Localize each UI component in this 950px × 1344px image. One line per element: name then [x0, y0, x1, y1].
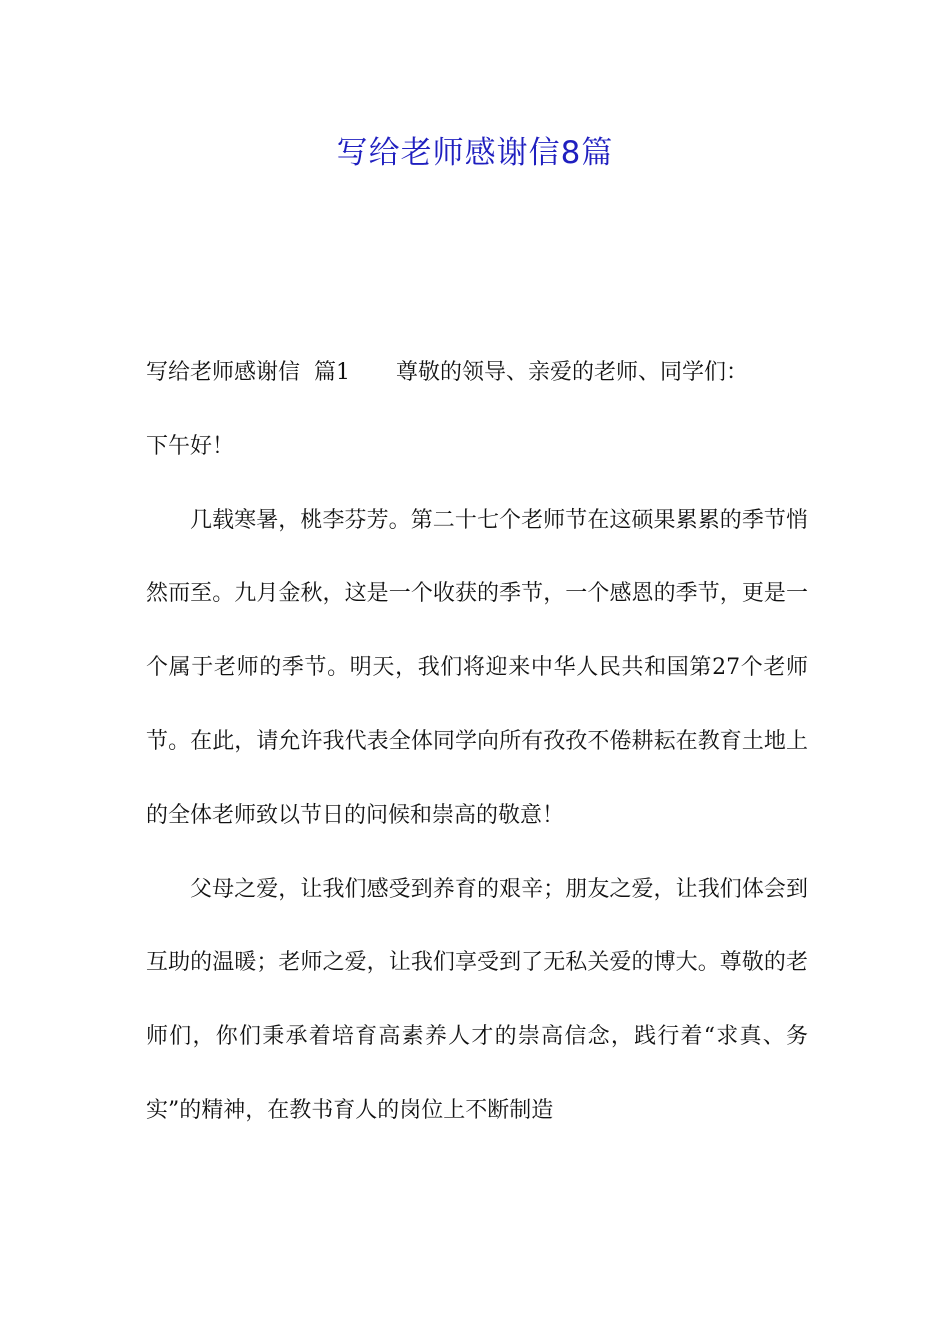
section-heading — [146, 336, 808, 410]
salutation: 尊敬的领导、亲爱的老师、同学们： — [396, 360, 749, 385]
section-heading-label: 写给老师感谢信 — [146, 360, 301, 385]
section-heading-number: 篇1 — [314, 360, 351, 385]
document-title: 写给老师感谢信8篇 — [336, 135, 614, 171]
document-body — [146, 336, 808, 1148]
paragraph-2: 父母之爱，让我们感受到养育的艰辛；朋友之爱，让我们体会到互助的温暖；老师之爱，让我们享受到了无私关爱的博大。尊敬的老师们，你们秉承着培育高素养人才的崇高信念，践行着“求真、务实”的精神，在教书育人的岗位上不断制造 — [146, 876, 808, 1123]
paragraph-1: 几载寒暑，桃李芬芳。第二十七个老师节在这硕果累累的季节悄然而至。九月金秋，这是一个收获的季节，一个感恩的季节，更是一个属于老师的季节。明天，我们将迎来中华人民共和国第27个老师节。在此，请允许我代表全体同学向所有孜孜不倦耕耘在教育土地上的全体老师致以节日的问候和崇高的敬意！ — [146, 507, 808, 828]
greeting: 下午好！ — [146, 433, 235, 459]
